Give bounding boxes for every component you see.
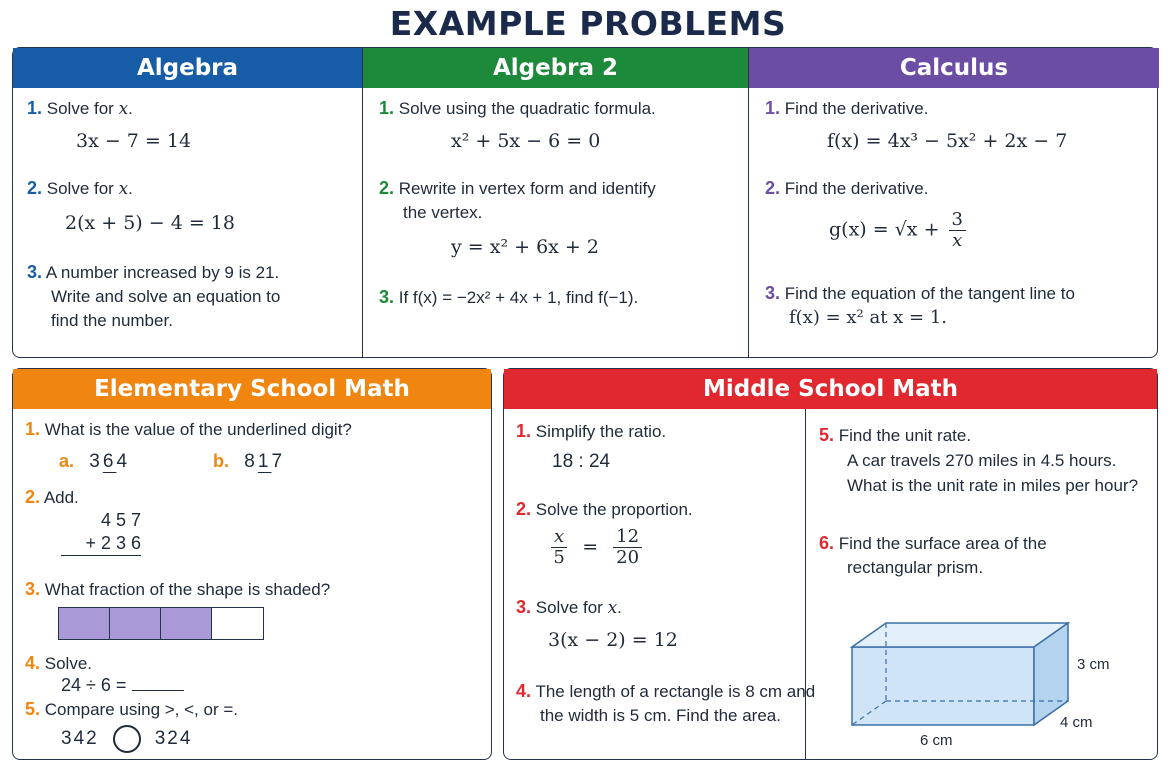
algebra-problem-2: 2. Solve for x. [27,178,133,199]
elementary-compare: 342 324 [61,725,192,753]
algebra-problem-1: 1. Solve for x. [27,98,133,119]
calculus-problem-1: 1. Find the derivative. [765,98,929,118]
calculus-equation-2: g(x) = √x + $\frac{3}{x}$ [829,210,969,251]
prism-depth-label: 4 cm [1060,714,1093,731]
middle-problem-1: 1. Simplify the ratio. [516,421,667,441]
prism-height-label: 3 cm [1077,656,1110,673]
middle-problem-5: 5. Find the unit rate. A car travels 270 miles in 4.5 hours. What is the unit rate in miles per hour? [819,425,1139,495]
algebra2-equation-1: x² + 5x − 6 = 0 [451,130,601,152]
middle-ratio: 18 : 24 [552,451,611,472]
elementary-problem-1: 1. What is the value of the underlined digit? [25,419,352,439]
middle-header: Middle School Math [504,369,1157,409]
rectangular-prism-diagram [834,609,1124,749]
middle-proportion: $\frac{x}{5}$ = $\frac{12}{20}$ [548,527,645,568]
algebra2-problem-2: 2. Rewrite in vertex form and identify the vertex. [379,178,656,222]
answer-blank [132,690,184,691]
shaded-part [110,608,161,639]
page-title: EXAMPLE PROBLEMS [389,4,787,43]
fraction-shape [58,607,264,640]
elementary-problem-3: 3. What fraction of the shape is shaded? [25,579,331,599]
shaded-part [59,608,110,639]
algebra2-equation-2: y = x² + 6x + 2 [451,236,599,258]
fraction: $\frac{3}{x}$ [949,210,966,251]
elementary-problem-1b: b. 817 [213,451,286,472]
calculus-header: Calculus [749,48,1159,88]
elementary-problem-4: 4. Solve. [25,653,92,673]
calculus-problem-3: 3. Find the equation of the tangent line to f(x) = x² at x = 1. [765,283,1075,328]
shaded-part [161,608,212,639]
algebra-column [13,48,362,357]
unshaded-part [212,608,263,639]
top-panel [12,47,1158,358]
elementary-panel [12,368,492,760]
middle-problem-4: 4. The length of a rectangle is 8 cm and the width is 5 cm. Find the area. [516,681,816,725]
elementary-division: 24 ÷ 6 = [61,675,184,696]
algebra2-problem-1: 1. Solve using the quadratic formula. [379,98,656,118]
algebra2-header: Algebra 2 [363,48,748,88]
algebra-equation-2: 2(x + 5) − 4 = 18 [65,212,235,234]
middle-problem-3: 3. Solve for x. [516,597,622,618]
middle-problem-2: 2. Solve the proportion. [516,499,693,519]
elementary-problem-2: 2. Add. [25,487,79,507]
middle-panel [503,368,1158,760]
calculus-equation-1: f(x) = 4x³ − 5x² + 2x − 7 [827,130,1068,152]
elementary-problem-5: 5. Compare using >, <, or =. [25,699,238,719]
algebra2-problem-3: 3. If f(x) = −2x² + 4x + 1, find f(−1). [379,287,639,307]
middle-equation: 3(x − 2) = 12 [548,629,678,651]
elementary-header: Elementary School Math [13,369,491,409]
elementary-problem-1a: a. 364 [59,451,131,472]
middle-problem-6: 6. Find the surface area of the rectangular prism. [819,533,1047,577]
calculus-problem-2: 2. Find the derivative. [765,178,929,198]
elementary-addition: 4 5 7 + 2 3 6 [61,509,141,556]
algebra-header: Algebra [13,48,362,88]
prism-length-label: 6 cm [920,732,953,749]
algebra-problem-3: 3. A number increased by 9 is 21. Write and solve an equation to find the number. [27,262,281,330]
algebra-equation-1: 3x − 7 = 14 [76,130,192,152]
algebra2-column [362,48,748,357]
compare-circle [113,725,141,753]
calculus-column [748,48,1159,357]
